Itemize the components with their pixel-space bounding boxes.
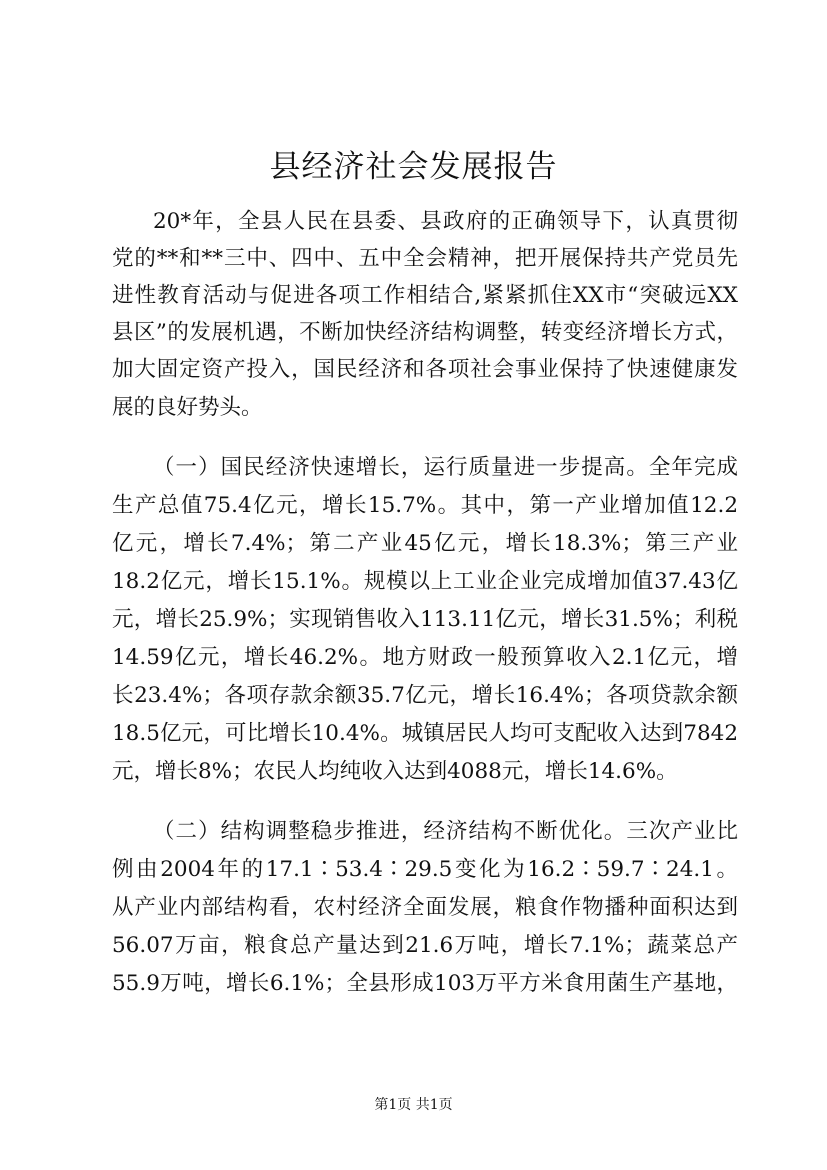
page-footer: 第1页 共1页 xyxy=(374,1097,453,1113)
paragraph-2-line-9: 元，增长8%；农民人均纯收入达到4088元，增长14.6%。 xyxy=(112,759,678,784)
paragraph-2-line-8: 18.5亿元，可比增长10.4%。城镇居民人均可支配收入达到7842 xyxy=(112,721,738,746)
paragraph-1-line-3: 进性教育活动与促进各项工作相结合,紧紧抓住XX市“突破远XX xyxy=(112,283,738,308)
paragraph-3-line-2: 例由2004年的17.1∶53.4∶29.5变化为16.2∶59.7∶24.1。 xyxy=(112,857,738,882)
paragraph-1-line-2: 党的**和**三中、四中、五中全会精神，把开展保持共产党员先 xyxy=(112,246,738,271)
paragraph-3-line-4: 56.07万亩，粮食总产量达到21.6万吨，增长7.1%；蔬菜总产 xyxy=(112,933,738,958)
paragraph-2-line-6: 14.59亿元，增长46.2%。地方财政一般预算收入2.1亿元，增 xyxy=(112,645,738,670)
paragraph-1-line-1: 20*年，全县人民在县委、县政府的正确领导下，认真贯彻 xyxy=(153,209,738,234)
paragraph-2-line-1: （一）国民经济快速增长，运行质量进一步提高。全年完成 xyxy=(153,455,738,480)
paragraph-3-line-3: 从产业内部结构看，农村经济全面发展，粮食作物播种面积达到 xyxy=(112,895,738,920)
paragraph-3-line-5: 55.9万吨，增长6.1%；全县形成103万平方米食用菌生产基地， xyxy=(112,971,738,996)
paragraph-1-line-5: 加大固定资产投入，国民经济和各项社会事业保持了快速健康发 xyxy=(112,357,738,382)
paragraph-1-line-4: 县区”的发展机遇，不断加快经济结构调整，转变经济增长方式， xyxy=(112,320,738,345)
paragraph-2-line-2: 生产总值75.4亿元，增长15.7%。其中，第一产业增加值12.2 xyxy=(112,493,738,518)
paragraph-1-line-6: 展的良好势头。 xyxy=(112,395,263,420)
paragraph-2-line-4: 18.2亿元，增长15.1%。规模以上工业企业完成增加值37.43亿 xyxy=(112,569,738,594)
paragraph-2-line-7: 长23.4%；各项存款余额35.7亿元，增长16.4%；各项贷款余额 xyxy=(112,683,738,708)
paragraph-3-line-1: （二）结构调整稳步推进，经济结构不断优化。三次产业比 xyxy=(153,819,738,844)
paragraph-2-line-3: 亿元，增长7.4%；第二产业45亿元，增长18.3%；第三产业 xyxy=(112,531,738,556)
paragraph-2-line-5: 元，增长25.9%；实现销售收入113.11亿元，增长31.5%；利税 xyxy=(112,607,738,632)
document-title: 县经济社会发展报告 xyxy=(269,149,558,185)
